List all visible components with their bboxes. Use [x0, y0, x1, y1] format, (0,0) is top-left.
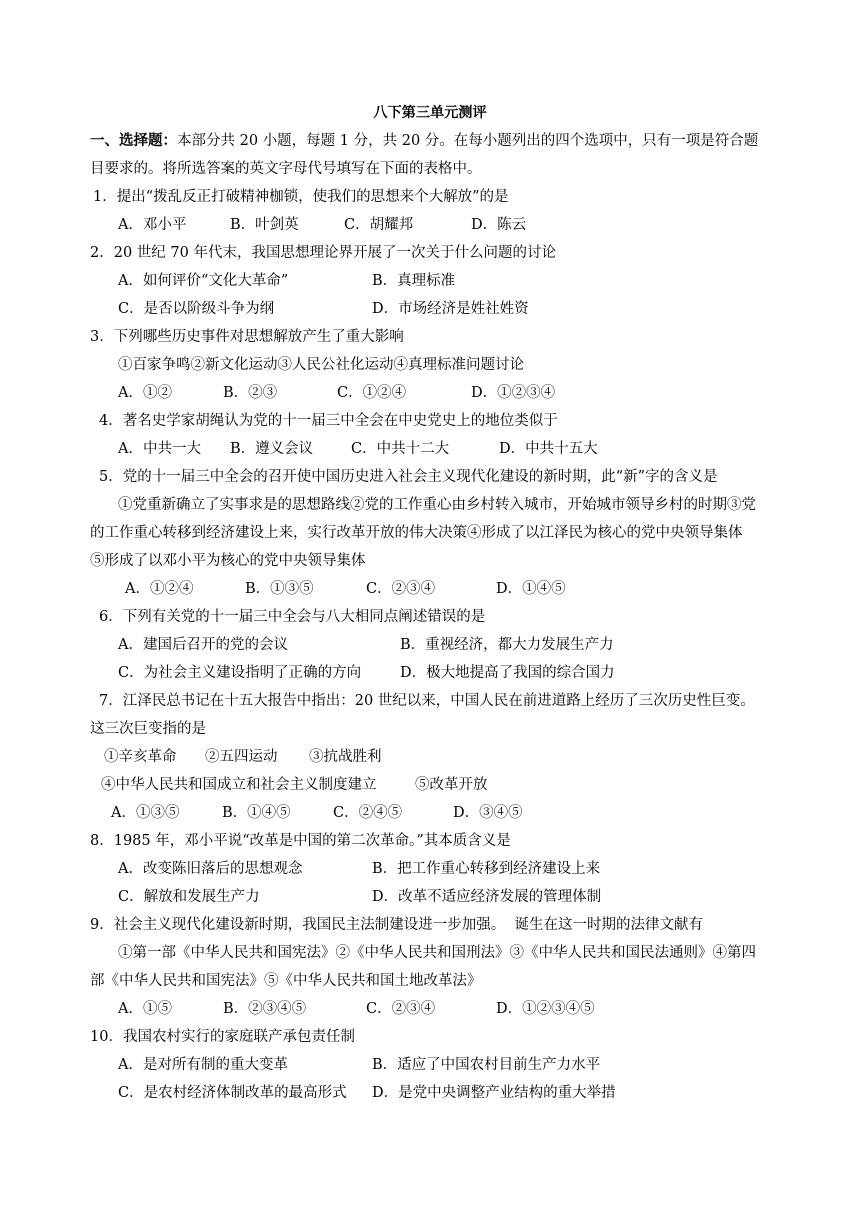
- q4-option-a: A．中共一大: [118, 441, 201, 457]
- q4-option-b: B．遵义会议: [230, 441, 314, 457]
- q10-option-b: B．适应了中国农村目前生产力水平: [372, 1057, 601, 1073]
- section-intro-line1: [90, 131, 758, 151]
- page-title: 八下第三单元测评: [373, 105, 487, 121]
- q6-option-c: C．为社会主义建设指明了正确的方向: [118, 665, 362, 681]
- q10-option-c: C．是农村经济体制改革的最高形式: [118, 1085, 347, 1101]
- q9-items-line2: 部《中华人民共和国宪法》⑤《中华人民共和国土地改革法》: [90, 973, 482, 989]
- q10-option-d: D．是党中央调整产业结构的重大举措: [372, 1085, 616, 1101]
- q7-item-4: ④中华人民共和国成立和社会主义制度建立: [101, 777, 377, 793]
- q8-option-a: A．改变陈旧落后的思想观念: [118, 861, 303, 877]
- q5-option-d: D．①④⑤: [496, 581, 566, 597]
- q6-option-d: D．极大地提高了我国的综合国力: [400, 665, 615, 681]
- q7-stem-line2: 这三次巨变指的是: [90, 721, 206, 737]
- q2-option-a: A．如何评价“文化大革命”: [118, 273, 289, 289]
- q5-option-b: B．①③⑤: [245, 581, 314, 597]
- q9-option-b: B．②③④⑤: [223, 1001, 307, 1017]
- q4-stem: 4．著名史学家胡绳认为党的十一届三中全会在中史党史上的地位类似于: [99, 413, 558, 429]
- q8-stem: 8．1985 年，邓小平说“改革是中国的第二次革命。”其本质含义是: [90, 833, 511, 849]
- q5-items-line3: ⑤形成了以邓小平为核心的党中央领导集体: [90, 553, 366, 569]
- q7-option-c: C．②④⑤: [333, 805, 403, 821]
- q7-item-1: ①辛亥革命: [104, 749, 177, 765]
- q1-stem: 1．提出“拨乱反正打破精神枷锁，使我们的思想来个大解放”的是: [93, 189, 509, 205]
- q9-option-a: A．①⑤: [118, 1001, 172, 1017]
- q9-stem: 9．社会主义现代化建设新时期，我国民主法制建设进一步加强。 诞生在这一时期的法律文献有: [90, 917, 703, 933]
- q6-option-a: A．建国后召开的党的会议: [118, 637, 288, 653]
- q7-item-5: ⑤改革开放: [415, 777, 488, 793]
- q5-option-a: A．①②④: [125, 581, 194, 597]
- q9-option-d: D．①②③④⑤: [496, 1001, 595, 1017]
- q6-stem: 6．下列有关党的十一届三中全会与八大相同点阐述错误的是: [99, 609, 486, 625]
- q3-items: ①百家争鸣②新文化运动③人民公社化运动④真理标准问题讨论: [118, 357, 524, 373]
- q3-option-b: B．②③: [223, 385, 278, 401]
- q7-item-2: ②五四运动: [205, 749, 278, 765]
- q5-items-line1: ①党重新确立了实事求是的思想路线②党的工作重心由乡村转入城市，开始城市领导乡村的时期③党: [118, 497, 756, 513]
- q7-option-a: A．①③⑤: [111, 805, 180, 821]
- q3-option-d: D．①②③④: [471, 385, 556, 401]
- q5-items-line2: 的工作重心转移到经济建设上来，实行改革开放的伟大决策④形成了以江泽民为核心的党中央领导集体: [90, 525, 743, 541]
- q1-option-c: C．胡耀邦: [344, 217, 414, 233]
- q10-option-a: A．是对所有制的重大变革: [118, 1057, 288, 1073]
- q8-option-b: B．把工作重心转移到经济建设上来: [372, 861, 601, 877]
- q8-option-c: C．解放和发展生产力: [118, 889, 260, 905]
- q2-stem: 2．20 世纪 70 年代末，我国思想理论界开展了一次关于什么问题的讨论: [90, 245, 556, 261]
- q1-option-a: A．邓小平: [118, 217, 187, 233]
- q1-option-d: D．陈云: [471, 217, 527, 233]
- q9-items-line1: ①第一部《中华人民共和国宪法》②《中华人民共和国刑法》③《中华人民共和国民法通则》④第四: [118, 945, 756, 961]
- q3-option-c: C．①②④: [337, 385, 407, 401]
- q6-option-b: B．重视经济，都大力发展生产力: [400, 637, 614, 653]
- q1-option-b: B．叶剑英: [230, 217, 299, 233]
- section-intro-text: 本部分共 20 小题，每题 1 分，共 20 分。在每小题列出的四个选项中，只有一项是符合题: [177, 133, 759, 149]
- q7-item-3: ③抗战胜利: [309, 749, 382, 765]
- q7-stem: 7．江泽民总书记在十五大报告中指出：20 世纪以来，中国人民在前进道路上经历了三次历史性巨变。: [99, 693, 755, 709]
- q4-option-d: D．中共十五大: [499, 441, 598, 457]
- q2-option-c: C．是否以阶级斗争为纲: [118, 301, 275, 317]
- section-intro-line2: 目要求的。将所选答案的英文字母代号填写在下面的表格中。: [90, 161, 482, 177]
- q3-option-a: A．①②: [118, 385, 172, 401]
- q7-option-b: B．①④⑤: [222, 805, 291, 821]
- section-heading: 一、选择题：: [90, 132, 177, 149]
- q2-option-b: B．真理标准: [372, 273, 456, 289]
- q5-option-c: C．②③④: [366, 581, 436, 597]
- q10-stem: 10．我国农村实行的家庭联产承包责任制: [90, 1029, 355, 1045]
- q5-stem: 5．党的十一届三中全会的召开使中国历史进入社会主义现代化建设的新时期，此“新”字的含义是: [99, 469, 718, 485]
- q9-option-c: C．②③④: [366, 1001, 436, 1017]
- q3-stem: 3．下列哪些历史事件对思想解放产生了重大影响: [90, 329, 404, 345]
- q8-option-d: D．改革不适应经济发展的管理体制: [372, 889, 602, 905]
- q7-option-d: D．③④⑤: [453, 805, 523, 821]
- q2-option-d: D．市场经济是姓社姓资: [372, 301, 529, 317]
- q4-option-c: C．中共十二大: [351, 441, 450, 457]
